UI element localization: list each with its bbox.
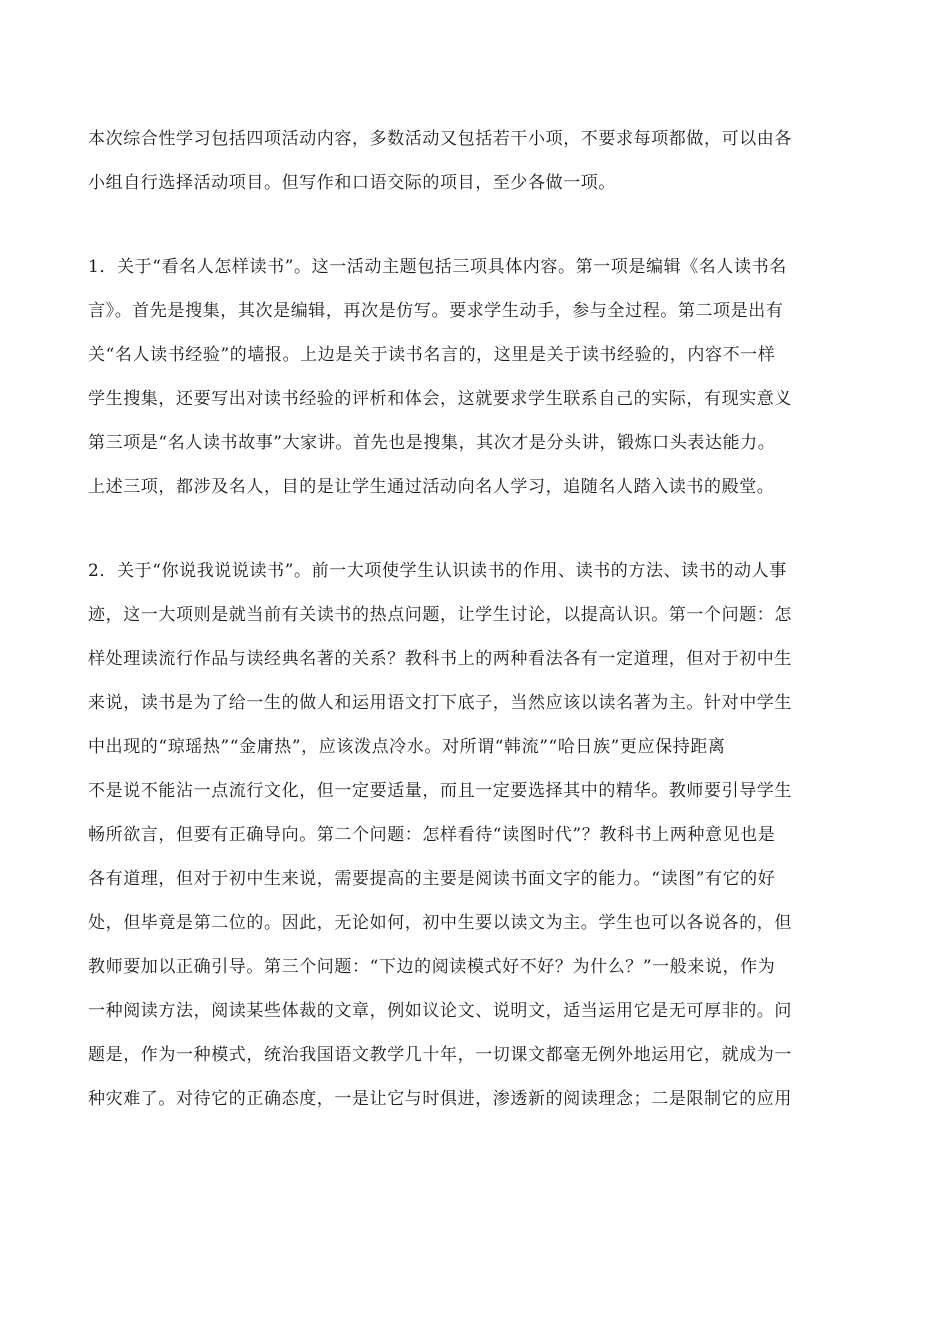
text-line: 2．关于“你说我说说读书”。前一大项使学生认识读书的作用、读书的方法、读书的动人事	[88, 561, 787, 581]
text-line: 样处理读流行作品与读经典名著的关系？教科书上的两种看法各有一定道理，但对于初中生	[88, 649, 792, 669]
text-line: 上述三项，都涉及名人，目的是让学生通过活动向名人学习，追随名人踏入读书的殿堂。	[88, 477, 775, 497]
text-line: 学生搜集，还要写出对读书经验的评析和体会，这就要求学生联系自己的实际，有现实意义	[88, 389, 792, 409]
text-line: 小组自行选择活动项目。但写作和口语交际的项目，至少各做一项。	[88, 173, 616, 193]
text-line: 种灾难了。对待它的正确态度，一是让它与时俱进，渗透新的阅读理念；二是限制它的应用	[88, 1089, 792, 1109]
text-line: 言》。首先是搜集，其次是编辑，再次是仿写。要求学生动手，参与全过程。第二项是出有	[88, 301, 784, 321]
text-line: 第三项是“名人读书故事”大家讲。首先也是搜集，其次才是分头讲，锻炼口头表达能力。	[88, 433, 776, 453]
text-line: 各有道理，但对于初中生来说，需要提高的主要是阅读书面文字的能力。“读图”有它的好	[88, 869, 776, 889]
paragraph-item-2	[88, 554, 868, 1126]
paragraph-intro	[88, 122, 868, 210]
text-line: 题是，作为一种模式，统治我国语文教学几十年，一切课文都毫无例外地运用它，就成为一	[88, 1045, 792, 1065]
text-line: 处，但毕竟是第二位的。因此，无论如何，初中生要以读文为主。学生也可以各说各的，但	[88, 913, 792, 933]
text-line: 1．关于“看名人怎样读书”。这一活动主题包括三项具体内容。第一项是编辑《名人读书名	[88, 257, 787, 277]
text-line: 迹，这一大项则是就当前有关读书的热点问题，让学生讨论，以提高认识。第一个问题：怎	[88, 605, 792, 625]
text-line: 关“名人读书经验”的墙报。上边是关于读书名言的，这里是关于读书经验的，内容不一样	[88, 345, 776, 365]
text-line: 不是说不能沾一点流行文化，但一定要适量，而且一定要选择其中的精华。教师要引导学生	[88, 781, 792, 801]
text-line: 中出现的“琼瑶热”“金庸热”，应该泼点冷水。对所谓“韩流”“哈日族”更应保持距离	[88, 737, 726, 757]
text-line: 教师要加以正确引导。第三个问题：“下边的阅读模式好不好？为什么？”一般来说，作为	[88, 957, 776, 977]
paragraph-item-1	[88, 250, 868, 514]
document-body	[88, 122, 868, 1166]
text-line: 一种阅读方法，阅读某些体裁的文章，例如议论文、说明文，适当运用它是无可厚非的。问	[88, 1001, 792, 1021]
text-line: 畅所欲言，但要有正确导向。第二个问题：怎样看待“读图时代”？教科书上两种意见也是	[88, 825, 776, 845]
text-line: 本次综合性学习包括四项活动内容，多数活动又包括若干小项，不要求每项都做，可以由各	[88, 129, 792, 149]
text-line: 来说，读书是为了给一生的做人和运用语文打下底子，当然应该以读名著为主。针对中学生	[88, 693, 792, 713]
